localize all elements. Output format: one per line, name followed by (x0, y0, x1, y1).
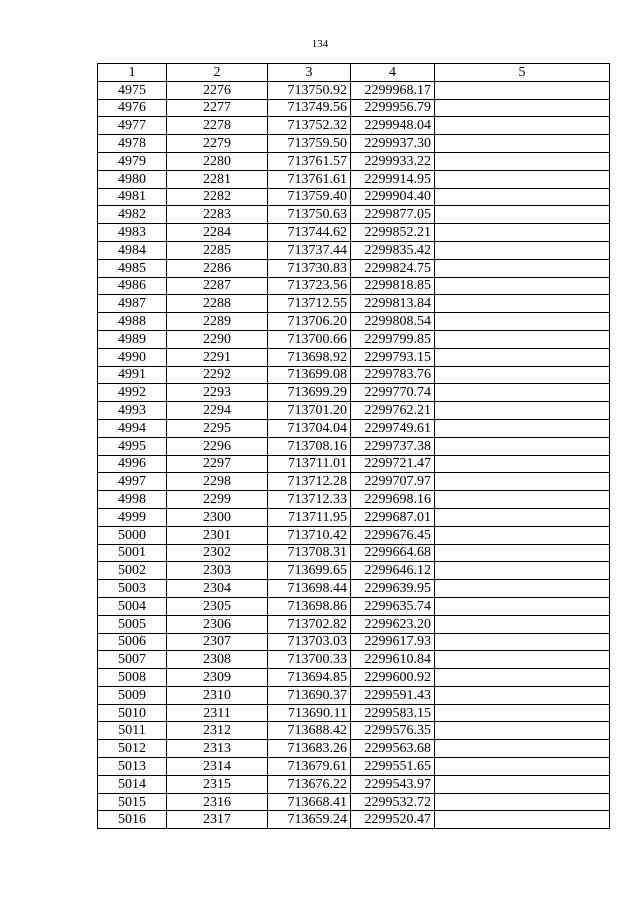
index-cell: 2288 (167, 295, 268, 313)
point-number-cell: 5011 (98, 722, 167, 740)
table-row (98, 704, 610, 722)
table-row (98, 473, 610, 491)
point-number-cell: 4991 (98, 366, 167, 384)
page-number: 134 (311, 38, 329, 50)
note-cell (435, 188, 610, 206)
x-coordinate-cell: 713700.66 (268, 330, 351, 348)
table-row (98, 402, 610, 420)
y-coordinate-cell: 2299646.12 (351, 562, 435, 580)
note-cell (435, 224, 610, 242)
y-coordinate-cell: 2299968.17 (351, 81, 435, 99)
y-coordinate-cell: 2299687.01 (351, 508, 435, 526)
note-cell (435, 295, 610, 313)
point-number-cell: 4988 (98, 313, 167, 331)
y-coordinate-cell: 2299563.68 (351, 740, 435, 758)
table-row (98, 437, 610, 455)
index-cell: 2307 (167, 633, 268, 651)
table-row (98, 366, 610, 384)
index-cell: 2284 (167, 224, 268, 242)
index-cell: 2293 (167, 384, 268, 402)
x-coordinate-cell: 713744.62 (268, 224, 351, 242)
y-coordinate-cell: 2299576.35 (351, 722, 435, 740)
note-cell (435, 740, 610, 758)
point-number-cell: 4975 (98, 81, 167, 99)
point-number-cell: 4994 (98, 419, 167, 437)
table-row (98, 135, 610, 153)
note-cell (435, 437, 610, 455)
index-cell: 2317 (167, 811, 268, 829)
table-row (98, 81, 610, 99)
point-number-cell: 5000 (98, 526, 167, 544)
point-number-cell: 5016 (98, 811, 167, 829)
note-cell (435, 704, 610, 722)
note-cell (435, 597, 610, 615)
point-number-cell: 4982 (98, 206, 167, 224)
x-coordinate-cell: 713759.40 (268, 188, 351, 206)
point-number-cell: 5012 (98, 740, 167, 758)
y-coordinate-cell: 2299707.97 (351, 473, 435, 491)
x-coordinate-cell: 713761.57 (268, 152, 351, 170)
index-cell: 2299 (167, 491, 268, 509)
table-row (98, 295, 610, 313)
table-row (98, 384, 610, 402)
table-row (98, 740, 610, 758)
table-row (98, 633, 610, 651)
point-number-cell: 4989 (98, 330, 167, 348)
x-coordinate-cell: 713712.33 (268, 491, 351, 509)
note-cell (435, 793, 610, 811)
point-number-cell: 4986 (98, 277, 167, 295)
table-row (98, 526, 610, 544)
table-row (98, 669, 610, 687)
table-header (98, 64, 610, 82)
note-cell (435, 491, 610, 509)
index-cell: 2300 (167, 508, 268, 526)
y-coordinate-cell: 2299543.97 (351, 775, 435, 793)
x-coordinate-cell: 713750.63 (268, 206, 351, 224)
x-coordinate-cell: 713759.50 (268, 135, 351, 153)
x-coordinate-cell: 713668.41 (268, 793, 351, 811)
y-coordinate-cell: 2299948.04 (351, 117, 435, 135)
y-coordinate-cell: 2299835.42 (351, 241, 435, 259)
note-cell (435, 81, 610, 99)
table-row (98, 99, 610, 117)
note-cell (435, 615, 610, 633)
note-cell (435, 170, 610, 188)
table-row (98, 348, 610, 366)
y-coordinate-cell: 2299770.74 (351, 384, 435, 402)
x-coordinate-cell: 713683.26 (268, 740, 351, 758)
point-number-cell: 4978 (98, 135, 167, 153)
index-cell: 2306 (167, 615, 268, 633)
table-row (98, 811, 610, 829)
x-coordinate-cell: 713676.22 (268, 775, 351, 793)
x-coordinate-cell: 713737.44 (268, 241, 351, 259)
table-row (98, 152, 610, 170)
point-number-cell: 5006 (98, 633, 167, 651)
y-coordinate-cell: 2299664.68 (351, 544, 435, 562)
note-cell (435, 348, 610, 366)
x-coordinate-cell: 713698.44 (268, 580, 351, 598)
y-coordinate-cell: 2299610.84 (351, 651, 435, 669)
point-number-cell: 4998 (98, 491, 167, 509)
point-number-cell: 4999 (98, 508, 167, 526)
note-cell (435, 384, 610, 402)
index-cell: 2297 (167, 455, 268, 473)
x-coordinate-cell: 713690.11 (268, 704, 351, 722)
table-row (98, 313, 610, 331)
y-coordinate-cell: 2299749.61 (351, 419, 435, 437)
note-cell (435, 526, 610, 544)
table-row (98, 544, 610, 562)
y-coordinate-cell: 2299937.30 (351, 135, 435, 153)
index-cell: 2289 (167, 313, 268, 331)
point-number-cell: 5007 (98, 651, 167, 669)
x-coordinate-cell: 713688.42 (268, 722, 351, 740)
y-coordinate-cell: 2299813.84 (351, 295, 435, 313)
column-header-3: 3 (268, 64, 351, 82)
note-cell (435, 277, 610, 295)
point-number-cell: 4993 (98, 402, 167, 420)
note-cell (435, 811, 610, 829)
index-cell: 2313 (167, 740, 268, 758)
y-coordinate-cell: 2299799.85 (351, 330, 435, 348)
y-coordinate-cell: 2299591.43 (351, 686, 435, 704)
y-coordinate-cell: 2299933.22 (351, 152, 435, 170)
note-cell (435, 419, 610, 437)
table-row (98, 455, 610, 473)
table-row (98, 562, 610, 580)
point-number-cell: 5013 (98, 758, 167, 776)
table-row (98, 259, 610, 277)
note-cell (435, 775, 610, 793)
table-row (98, 117, 610, 135)
table-row (98, 597, 610, 615)
y-coordinate-cell: 2299551.65 (351, 758, 435, 776)
y-coordinate-cell: 2299676.45 (351, 526, 435, 544)
note-cell (435, 633, 610, 651)
y-coordinate-cell: 2299818.85 (351, 277, 435, 295)
point-number-cell: 4980 (98, 170, 167, 188)
x-coordinate-cell: 713699.08 (268, 366, 351, 384)
y-coordinate-cell: 2299808.54 (351, 313, 435, 331)
x-coordinate-cell: 713679.61 (268, 758, 351, 776)
y-coordinate-cell: 2299698.16 (351, 491, 435, 509)
note-cell (435, 508, 610, 526)
x-coordinate-cell: 713698.92 (268, 348, 351, 366)
y-coordinate-cell: 2299824.75 (351, 259, 435, 277)
table-row (98, 686, 610, 704)
note-cell (435, 562, 610, 580)
note-cell (435, 99, 610, 117)
y-coordinate-cell: 2299639.95 (351, 580, 435, 598)
point-number-cell: 4977 (98, 117, 167, 135)
point-number-cell: 4996 (98, 455, 167, 473)
table-row (98, 615, 610, 633)
x-coordinate-cell: 713712.55 (268, 295, 351, 313)
x-coordinate-cell: 713699.65 (268, 562, 351, 580)
note-cell (435, 544, 610, 562)
y-coordinate-cell: 2299583.15 (351, 704, 435, 722)
x-coordinate-cell: 713723.56 (268, 277, 351, 295)
y-coordinate-cell: 2299617.93 (351, 633, 435, 651)
column-header-1: 1 (98, 64, 167, 82)
note-cell (435, 313, 610, 331)
index-cell: 2294 (167, 402, 268, 420)
column-header-4: 4 (351, 64, 435, 82)
point-number-cell: 5002 (98, 562, 167, 580)
note-cell (435, 722, 610, 740)
point-number-cell: 4981 (98, 188, 167, 206)
table-row (98, 330, 610, 348)
note-cell (435, 117, 610, 135)
y-coordinate-cell: 2299793.15 (351, 348, 435, 366)
index-cell: 2311 (167, 704, 268, 722)
table-row (98, 758, 610, 776)
x-coordinate-cell: 713699.29 (268, 384, 351, 402)
point-number-cell: 4979 (98, 152, 167, 170)
index-cell: 2277 (167, 99, 268, 117)
x-coordinate-cell: 713712.28 (268, 473, 351, 491)
point-number-cell: 5003 (98, 580, 167, 598)
x-coordinate-cell: 713708.16 (268, 437, 351, 455)
index-cell: 2303 (167, 562, 268, 580)
point-number-cell: 4983 (98, 224, 167, 242)
point-number-cell: 5004 (98, 597, 167, 615)
index-cell: 2285 (167, 241, 268, 259)
point-number-cell: 4995 (98, 437, 167, 455)
x-coordinate-cell: 713659.24 (268, 811, 351, 829)
y-coordinate-cell: 2299635.74 (351, 597, 435, 615)
note-cell (435, 402, 610, 420)
table-row (98, 775, 610, 793)
note-cell (435, 135, 610, 153)
note-cell (435, 651, 610, 669)
point-number-cell: 4985 (98, 259, 167, 277)
x-coordinate-cell: 713703.03 (268, 633, 351, 651)
x-coordinate-cell: 713706.20 (268, 313, 351, 331)
index-cell: 2291 (167, 348, 268, 366)
y-coordinate-cell: 2299852.21 (351, 224, 435, 242)
table-row (98, 206, 610, 224)
index-cell: 2309 (167, 669, 268, 687)
point-number-cell: 4990 (98, 348, 167, 366)
point-number-cell: 4976 (98, 99, 167, 117)
note-cell (435, 206, 610, 224)
table-row (98, 170, 610, 188)
note-cell (435, 241, 610, 259)
table-row (98, 651, 610, 669)
index-cell: 2283 (167, 206, 268, 224)
note-cell (435, 366, 610, 384)
note-cell (435, 758, 610, 776)
index-cell: 2315 (167, 775, 268, 793)
header-row (98, 64, 610, 82)
x-coordinate-cell: 713700.33 (268, 651, 351, 669)
note-cell (435, 580, 610, 598)
table-row (98, 491, 610, 509)
y-coordinate-cell: 2299721.47 (351, 455, 435, 473)
y-coordinate-cell: 2299520.47 (351, 811, 435, 829)
y-coordinate-cell: 2299877.05 (351, 206, 435, 224)
note-cell (435, 152, 610, 170)
index-cell: 2296 (167, 437, 268, 455)
x-coordinate-cell: 713711.01 (268, 455, 351, 473)
table-row (98, 224, 610, 242)
index-cell: 2290 (167, 330, 268, 348)
index-cell: 2282 (167, 188, 268, 206)
index-cell: 2301 (167, 526, 268, 544)
index-cell: 2314 (167, 758, 268, 776)
point-number-cell: 5015 (98, 793, 167, 811)
index-cell: 2305 (167, 597, 268, 615)
index-cell: 2276 (167, 81, 268, 99)
y-coordinate-cell: 2299783.76 (351, 366, 435, 384)
index-cell: 2302 (167, 544, 268, 562)
y-coordinate-cell: 2299914.95 (351, 170, 435, 188)
index-cell: 2304 (167, 580, 268, 598)
y-coordinate-cell: 2299904.40 (351, 188, 435, 206)
index-cell: 2287 (167, 277, 268, 295)
index-cell: 2298 (167, 473, 268, 491)
table-row (98, 277, 610, 295)
index-cell: 2280 (167, 152, 268, 170)
table-row (98, 419, 610, 437)
table-row (98, 188, 610, 206)
point-number-cell: 4984 (98, 241, 167, 259)
x-coordinate-cell: 713698.86 (268, 597, 351, 615)
table-row (98, 722, 610, 740)
x-coordinate-cell: 713701.20 (268, 402, 351, 420)
table-row (98, 580, 610, 598)
index-cell: 2286 (167, 259, 268, 277)
x-coordinate-cell: 713702.82 (268, 615, 351, 633)
point-number-cell: 5008 (98, 669, 167, 687)
x-coordinate-cell: 713750.92 (268, 81, 351, 99)
x-coordinate-cell: 713711.95 (268, 508, 351, 526)
table-body (98, 81, 610, 828)
y-coordinate-cell: 2299737.38 (351, 437, 435, 455)
y-coordinate-cell: 2299762.21 (351, 402, 435, 420)
index-cell: 2279 (167, 135, 268, 153)
note-cell (435, 669, 610, 687)
index-cell: 2316 (167, 793, 268, 811)
table-row (98, 508, 610, 526)
index-cell: 2312 (167, 722, 268, 740)
point-number-cell: 4992 (98, 384, 167, 402)
index-cell: 2278 (167, 117, 268, 135)
y-coordinate-cell: 2299600.92 (351, 669, 435, 687)
note-cell (435, 686, 610, 704)
x-coordinate-cell: 713761.61 (268, 170, 351, 188)
point-number-cell: 5005 (98, 615, 167, 633)
x-coordinate-cell: 713749.56 (268, 99, 351, 117)
column-header-5: 5 (435, 64, 610, 82)
index-cell: 2308 (167, 651, 268, 669)
x-coordinate-cell: 713708.31 (268, 544, 351, 562)
table-row (98, 793, 610, 811)
y-coordinate-cell: 2299956.79 (351, 99, 435, 117)
point-number-cell: 5010 (98, 704, 167, 722)
note-cell (435, 259, 610, 277)
index-cell: 2295 (167, 419, 268, 437)
table-row (98, 241, 610, 259)
column-header-2: 2 (167, 64, 268, 82)
index-cell: 2281 (167, 170, 268, 188)
note-cell (435, 330, 610, 348)
x-coordinate-cell: 713752.32 (268, 117, 351, 135)
x-coordinate-cell: 713730.83 (268, 259, 351, 277)
y-coordinate-cell: 2299532.72 (351, 793, 435, 811)
point-number-cell: 4987 (98, 295, 167, 313)
x-coordinate-cell: 713694.85 (268, 669, 351, 687)
point-number-cell: 5001 (98, 544, 167, 562)
index-cell: 2292 (167, 366, 268, 384)
point-number-cell: 4997 (98, 473, 167, 491)
index-cell: 2310 (167, 686, 268, 704)
x-coordinate-cell: 713704.04 (268, 419, 351, 437)
note-cell (435, 473, 610, 491)
x-coordinate-cell: 713690.37 (268, 686, 351, 704)
point-number-cell: 5014 (98, 775, 167, 793)
note-cell (435, 455, 610, 473)
y-coordinate-cell: 2299623.20 (351, 615, 435, 633)
point-number-cell: 5009 (98, 686, 167, 704)
coordinates-table (97, 63, 610, 829)
x-coordinate-cell: 713710.42 (268, 526, 351, 544)
